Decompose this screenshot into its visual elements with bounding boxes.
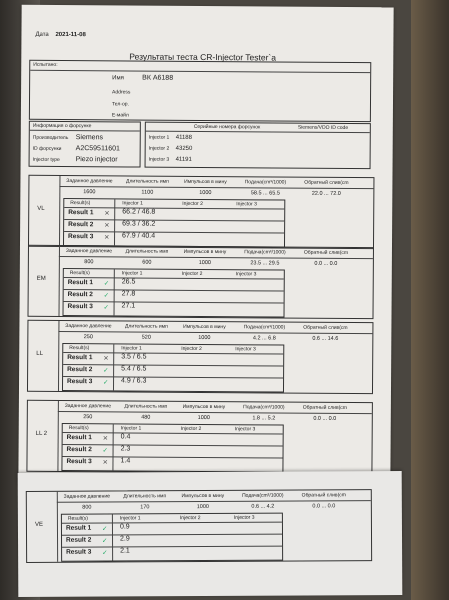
result-value: 27.1	[121, 302, 136, 310]
test-code: VE	[34, 521, 43, 528]
test-block-em	[27, 245, 373, 319]
injector-type-label: Injector type	[32, 156, 60, 163]
col-delivery-header: Подача(cm³/1000)	[244, 179, 287, 186]
name-label: Имя	[112, 75, 124, 82]
manufacturer-value: Siemens	[75, 134, 104, 142]
inj2-header: Injector 2	[182, 200, 203, 207]
col-return-header: Обратный слив(cm	[302, 404, 347, 411]
delivery-value: 0.6 ... 4.2	[251, 503, 275, 510]
inj2-header: Injector 2	[181, 270, 203, 277]
col-duration-header: Длительность имп	[123, 493, 167, 500]
col-pressure-header: Заданное давление	[66, 178, 113, 185]
col-pulses-header: Импульсов в мину	[184, 178, 227, 186]
fail-cross-icon: ✕	[104, 210, 110, 218]
duration-value: 600	[142, 259, 152, 266]
inj3-header: Injector 3	[236, 201, 257, 208]
phone-label: Тел-ор.	[111, 101, 129, 108]
pass-check-icon: ✓	[103, 304, 110, 312]
col-duration-header: Длительность имп	[126, 178, 169, 185]
col-delivery-header: Подача(cm³/1000)	[242, 492, 284, 499]
pass-check-icon: ✓	[103, 280, 110, 288]
pulses-value: 1000	[196, 504, 209, 511]
pass-check-icon: ✓	[103, 292, 110, 300]
result-label: Result 1	[66, 434, 92, 442]
result-label: Result 3	[68, 233, 94, 241]
pass-check-icon: ✓	[102, 447, 109, 455]
return-value: 0.0 ... 0.0	[313, 415, 337, 422]
result-value: 69.3 / 36.2	[122, 220, 156, 228]
result-value: 66.2 / 46.8	[122, 208, 156, 216]
result-value: 2.1	[120, 547, 130, 555]
result-label: Result 2	[66, 446, 92, 454]
delivery-value: 4.2 ... 6.8	[252, 335, 276, 342]
serial-1-value: 41188	[175, 134, 193, 141]
results-table	[63, 268, 285, 318]
fail-cross-icon: ✕	[104, 234, 110, 242]
inj1-header: Injector 1	[121, 345, 142, 352]
col-pulses-header: Импульсов в мину	[181, 492, 225, 500]
fail-cross-icon: ✕	[102, 459, 108, 467]
col-duration-header: Длительность имп	[125, 248, 169, 255]
result-label: Result 3	[66, 548, 92, 556]
inj3-header: Injector 3	[234, 426, 256, 433]
result-label: Result 1	[68, 209, 94, 217]
pass-check-icon: ✓	[102, 537, 108, 545]
inj3-header: Injector 3	[235, 346, 256, 353]
inj1-header: Injector 1	[121, 270, 143, 277]
tester-section	[29, 60, 371, 122]
col-pulses-header: Импульсов в мину	[183, 323, 226, 331]
duration-value: 480	[141, 414, 151, 421]
test-code: VL	[37, 205, 45, 212]
pulses-value: 1000	[198, 334, 211, 342]
report-title: Результаты теста CR-Injector Tester`a	[129, 51, 277, 63]
address-label: Address	[112, 89, 131, 96]
test-block-ve	[26, 489, 372, 563]
injector-info-section	[29, 121, 141, 168]
inj2-header: Injector 2	[179, 515, 201, 522]
pulses-value: 1000	[197, 414, 210, 422]
result-label: Result 1	[67, 279, 94, 287]
serial-3-value: 41191	[175, 156, 192, 163]
name-value: ВК А6188	[142, 74, 174, 82]
result-label: Result 1	[67, 354, 93, 362]
inj3-header: Injector 3	[235, 271, 257, 278]
pass-check-icon: ✓	[101, 525, 108, 533]
col-duration-header: Длительность имп	[125, 323, 168, 330]
inj1-header: Injector 1	[122, 200, 143, 207]
duration-value: 520	[141, 334, 151, 341]
result-label: Result 2	[67, 291, 93, 299]
date-value: 2021-11-08	[55, 31, 86, 39]
fail-cross-icon: ✕	[103, 355, 109, 363]
results-table	[63, 198, 285, 248]
result-label: Result 3	[67, 303, 93, 311]
inj2-header: Injector 2	[181, 345, 202, 352]
inj2-header: Injector 2	[180, 425, 202, 432]
col-return-header: Обратный слив(cm	[304, 179, 349, 186]
results-table	[61, 513, 283, 562]
col-pressure-header: Заданное давление	[63, 493, 110, 500]
results-header: Result(s)	[67, 515, 88, 522]
date-label: Дата	[35, 31, 49, 38]
email-label: E-майл	[111, 112, 129, 119]
pass-check-icon: ✓	[103, 367, 109, 375]
results-header: Result(s)	[70, 200, 91, 207]
report-sheet-2	[18, 471, 403, 597]
result-value: 26.5	[121, 278, 136, 286]
return-value: 0.0 ... 0.0	[314, 260, 338, 267]
test-code: EM	[36, 275, 46, 282]
results-table	[62, 343, 284, 393]
pass-check-icon: ✓	[103, 379, 109, 387]
return-value: 0.0 ... 0.0	[312, 503, 336, 510]
col-delivery-header: Подача(cm³/1000)	[243, 324, 286, 331]
col-delivery-header: Подача(cm³/1000)	[243, 404, 285, 411]
pressure-value: 800	[82, 504, 92, 511]
injector-id-label: ID форсунки	[32, 145, 62, 152]
result-label: Result 2	[68, 221, 94, 229]
pulses-value: 1000	[198, 259, 212, 267]
test-code: LL 2	[35, 430, 48, 437]
report-sheet	[18, 5, 393, 486]
result-label: Result 2	[66, 536, 92, 544]
pressure-value: 1600	[83, 189, 96, 196]
result-label: Result 3	[66, 458, 92, 466]
col-delivery-header: Подача(cm³/1000)	[244, 249, 286, 256]
desk-right	[411, 0, 449, 600]
col-return-header: Обратный слив(cm	[303, 324, 348, 331]
inj1-header: Injector 1	[119, 515, 141, 522]
duration-value: 170	[140, 504, 150, 511]
col-pressure-header: Заданное давление	[65, 323, 112, 330]
col-pressure-header: Заданное давление	[64, 403, 112, 410]
delivery-value: 1.8 ... 5.2	[252, 415, 276, 422]
inj3-header: Injector 3	[233, 514, 255, 521]
result-value: 1.4	[120, 457, 131, 465]
serials-label: Серийные номера форсунок	[193, 123, 261, 131]
results-header: Result(s)	[69, 345, 90, 352]
tester-section-label: Испытано:	[33, 61, 58, 68]
injector-info-label: Информация о форсунке	[32, 122, 92, 130]
delivery-value: 58.5 ... 65.5	[250, 190, 280, 197]
pass-check-icon: ✓	[102, 549, 108, 557]
result-value: 27.8	[121, 290, 136, 298]
result-value: 0.9	[119, 523, 130, 531]
pressure-value: 250	[83, 414, 93, 421]
return-value: 0.6 ... 14.6	[312, 335, 339, 342]
col-return-header: Обратный слив(cm	[301, 492, 346, 499]
col-duration-header: Длительность имп	[124, 403, 168, 410]
pressure-value: 800	[84, 259, 94, 266]
test-block-ll-2	[26, 400, 372, 474]
manufacturer-label: Производитель	[32, 134, 69, 142]
result-value: 4.9 / 6.3	[121, 377, 147, 385]
result-value: 2.3	[120, 445, 131, 453]
serial-2-value: 43250	[175, 145, 193, 152]
delivery-value: 23.5 ... 29.5	[250, 260, 280, 267]
serial-2-label: Injector 2	[148, 145, 170, 152]
serial-3-label: Injector 3	[148, 156, 170, 163]
pulses-value: 1000	[199, 189, 212, 197]
fail-cross-icon: ✕	[102, 435, 109, 443]
col-pulses-header: Импульсов в мину	[182, 403, 226, 411]
siemens-id-label: Siemens/VDO ID code	[297, 124, 349, 131]
duration-value: 1100	[141, 189, 154, 196]
result-label: Result 3	[67, 378, 93, 386]
fail-cross-icon: ✕	[104, 222, 110, 230]
pressure-value: 250	[83, 334, 93, 341]
serials-section	[145, 122, 371, 170]
results-header: Result(s)	[69, 270, 90, 277]
inj1-header: Injector 1	[120, 425, 142, 432]
test-code: LL	[36, 350, 43, 357]
results-header: Result(s)	[68, 425, 89, 432]
result-value: 5.4 / 6.5	[121, 365, 147, 373]
result-label: Result 2	[67, 366, 93, 374]
result-value: 3.5 / 6.5	[121, 353, 147, 361]
injector-id-value: A2C59511601	[75, 145, 120, 153]
result-value: 0.4	[120, 433, 131, 441]
col-return-header: Обратный слив(cm	[303, 249, 349, 256]
test-block-vl	[28, 175, 374, 249]
result-value: 67.9 / 40.4	[122, 232, 156, 240]
serial-1-label: Injector 1	[148, 134, 170, 141]
injector-type-value: Piezo injector	[75, 156, 118, 164]
return-value: 22.0 ... 72.0	[311, 190, 341, 197]
col-pressure-header: Заданное давление	[65, 248, 113, 255]
results-table	[61, 423, 283, 473]
col-pulses-header: Импульсов в мину	[183, 248, 227, 256]
result-value: 2.9	[120, 535, 130, 543]
test-block-ll	[27, 320, 373, 394]
result-label: Result 1	[65, 524, 92, 532]
